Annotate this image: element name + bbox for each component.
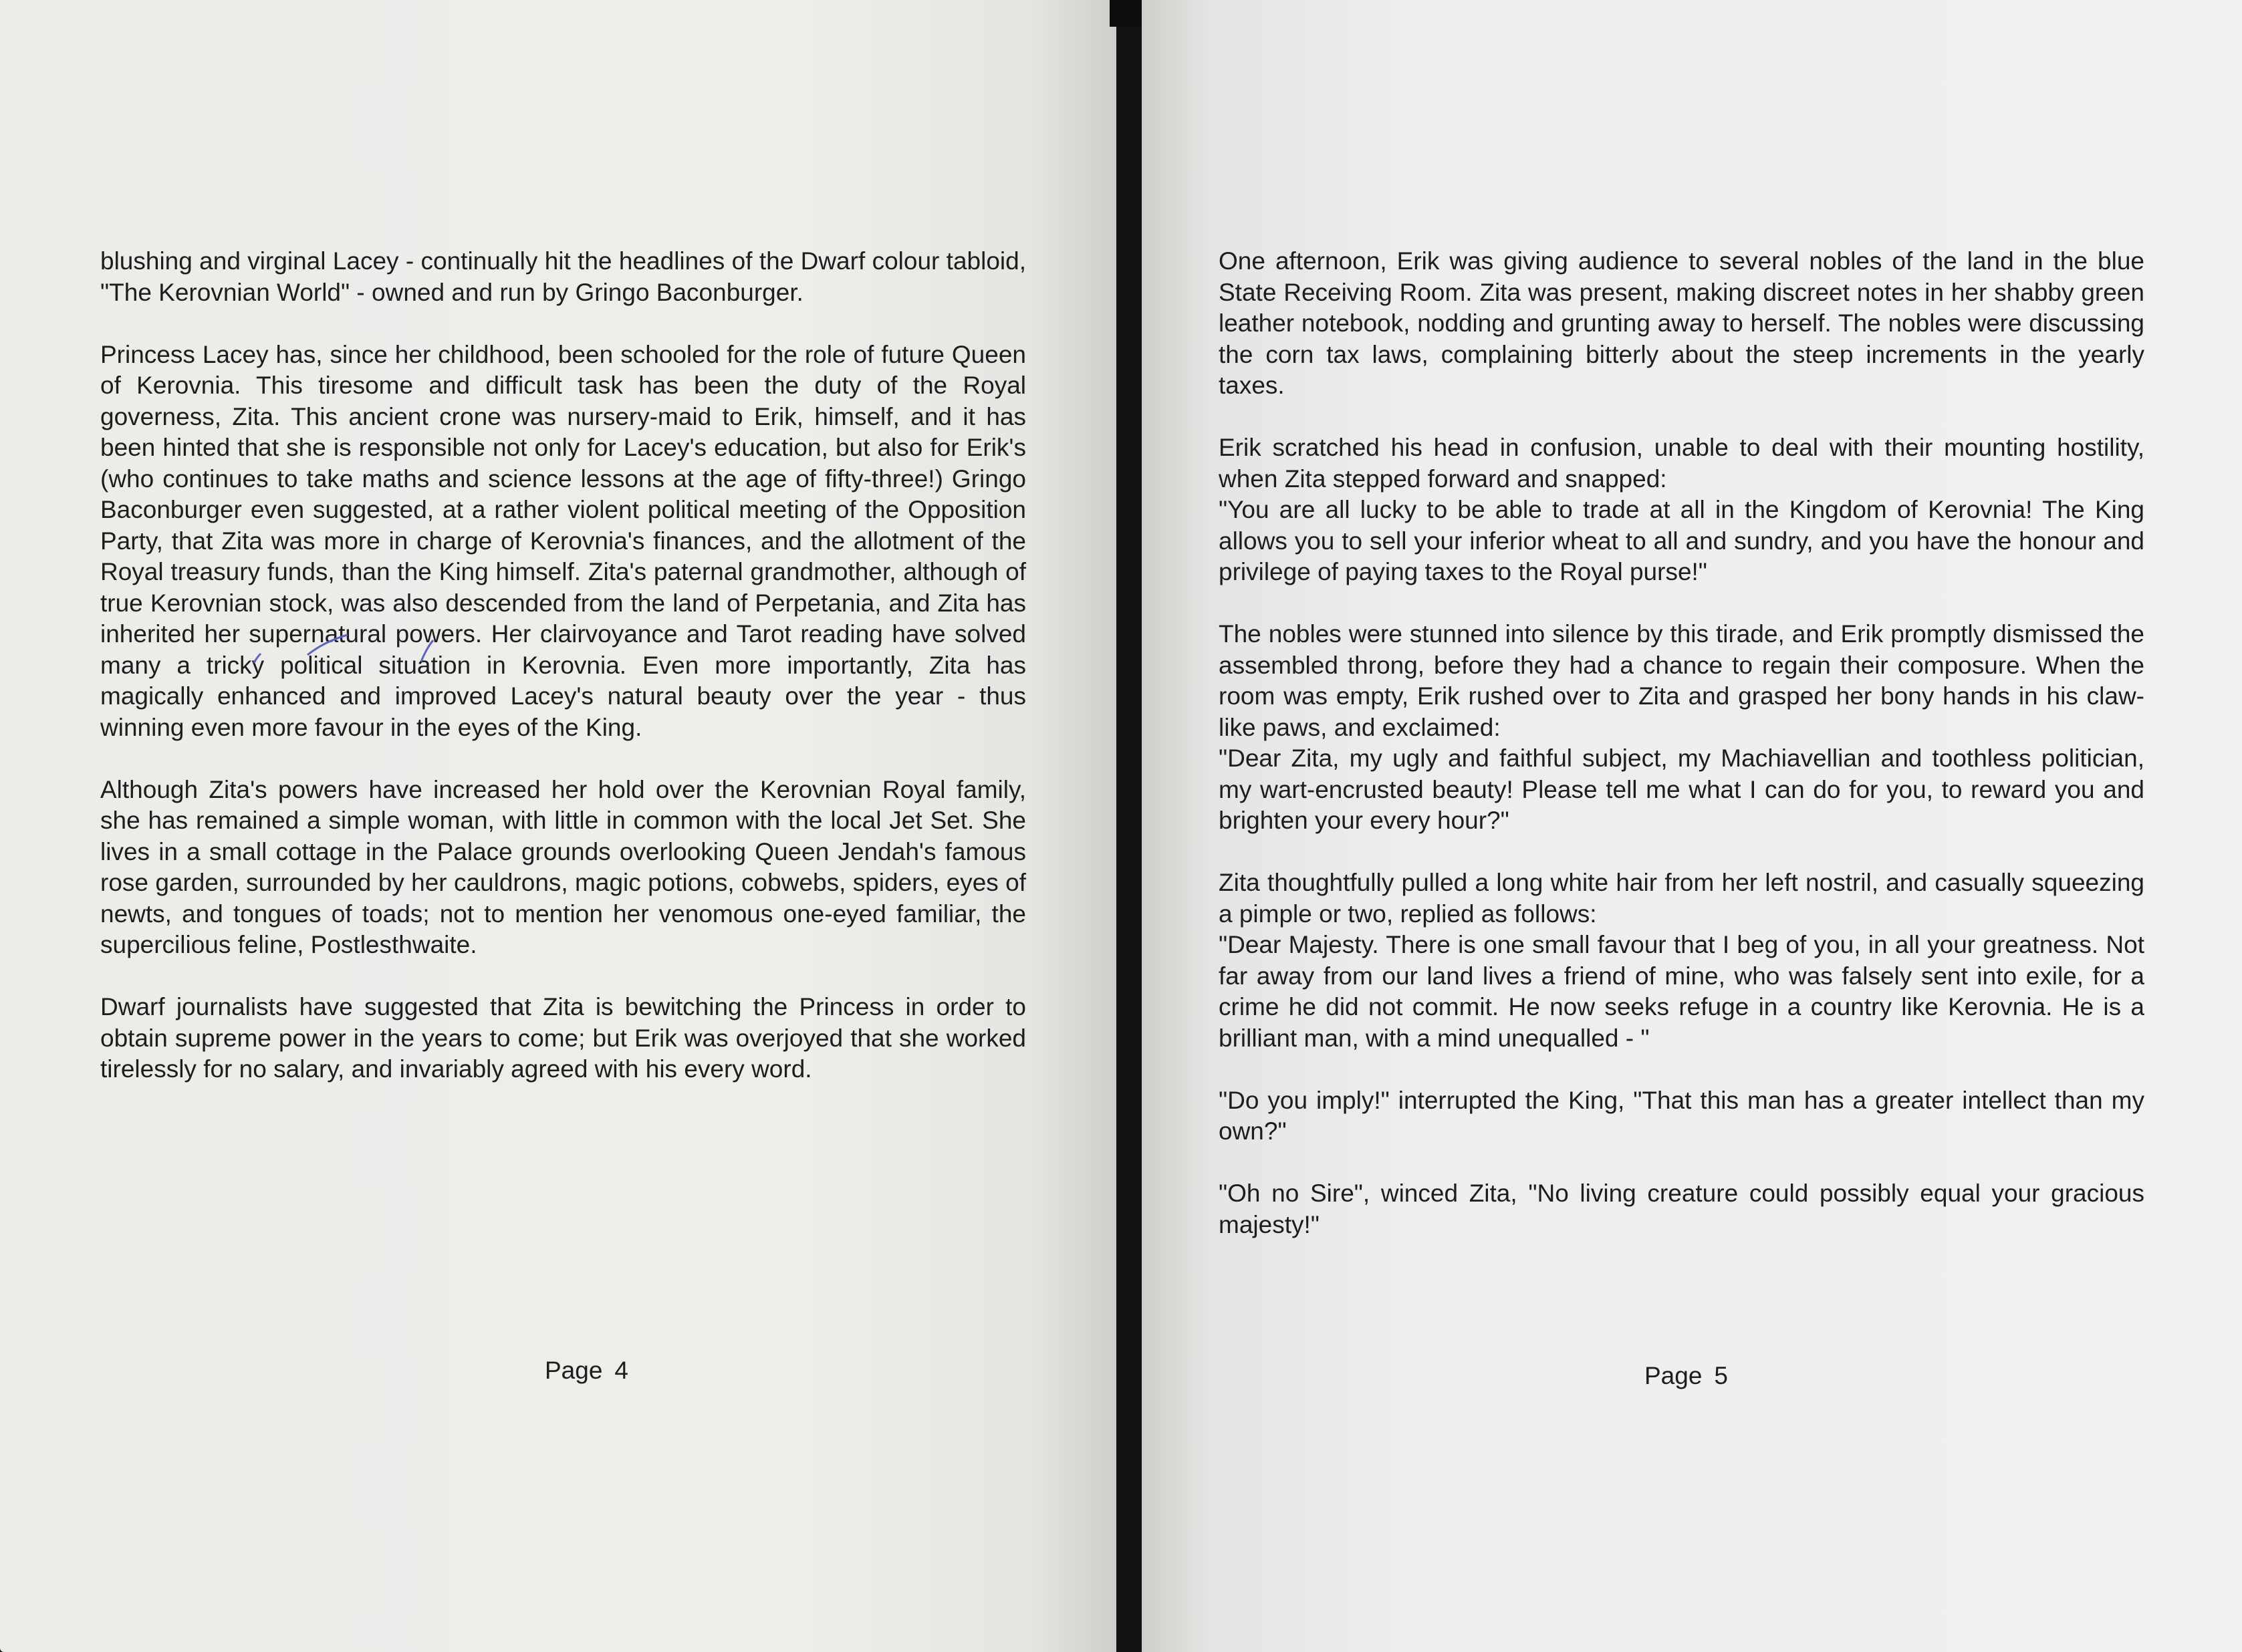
paragraph: Erik scratched his head in confusion, unable to deal with their mounting hostility, when Zita stepped forward and snapped: [1219, 434, 2144, 493]
paragraph: blushing and virginal Lacey - continually hit the headlines of the Dwarf colour tabloid, "The Kerovnian World" - owned and run by Gringo Baconburger. [100, 247, 1026, 306]
right-page [1142, 0, 2242, 1652]
paragraph: "Oh no Sire", winced Zita, "No living creature could possibly equal your gracious majesty!" [1219, 1180, 2144, 1238]
right-page-body [1219, 246, 2144, 1272]
page-number-value: 5 [1714, 1362, 1728, 1389]
paragraph: Princess Lacey has, since her childhood, been schooled for the role of future Queen of Kerovnia. This tiresome and difficult task has been the duty of the Royal governess, Zita. This ancient crone was nursery-maid to Erik, himself, and it has been hinted that she is responsible not only for Lacey's education, but also for Erik's (who continues to take maths and science lessons at the age of fifty-three!) Gringo Baconburger even suggested, at a rather violent political meeting of the Opposition Party, that Zita was more in charge of Kerovnia's finances, and the allotment of the Royal treasury funds, than the King himself. Zita's paternal grandmother, although of true Kerovnian stock, was also descended from the land of Perpetania, and Zita has inherited her supernatural powers. Her clairvoyance and Tarot reading have solved many a tricky political situation in Kerovnia. Even more importantly, Zita has magically enhanced and improved Lacey's natural beauty over the year - thus winning even more favour in the eyes of the King. [100, 340, 1026, 741]
paragraph: Although Zita's powers have increased her hold over the Kerovnian Royal family, she has remained a simple woman, with little in common with the local Jet Set. She lives in a small cottage in the Palace grounds overlooking Queen Jendah's famous rose garden, surrounded by her cauldrons, magic potions, cobwebs, spiders, eyes of newts, and tongues of toads; not to mention her venomous one-eyed familiar, the supercilious feline, Postlesthwaite. [100, 775, 1026, 958]
paragraph: One afternoon, Erik was giving audience to several nobles of the land in the blue State Receiving Room. Zita was present, making discreet notes in her shabby green leather notebook, nodding and grunting away to herself. The nobles were discussing the corn tax laws, complaining bitterly about the steep increments in the yearly taxes. [1219, 247, 2144, 399]
left-page-body [100, 246, 1026, 1116]
paragraph: "Dear Majesty. There is one small favour that I beg of you, in all your greatness. Not far away from our land lives a friend of mine, who was falsely sent into exile, for a crime he did not commit. He now seeks refuge in a country like Kerovnia. He is a brilliant man, with a mind unequalled - " [1219, 931, 2144, 1052]
page-label: Page [545, 1357, 603, 1384]
page-label: Page [1644, 1362, 1703, 1389]
page-number-value: 4 [614, 1357, 628, 1384]
paragraph: "You are all lucky to be able to trade at all in the Kingdom of Kerovnia! The King allows you to sell your inferior wheat to all and sundry, and you have the honour and privilege of paying taxes to the Royal purse!" [1219, 496, 2144, 585]
paragraph: Dwarf journalists have suggested that Zita is bewitching the Princess in order to obtain supreme power in the years to come; but Erik was overjoyed that she worked tirelessly for no salary, and invariably agreed with his every word. [100, 993, 1026, 1083]
paragraph: "Do you imply!" interrupted the King, "That this man has a greater intellect than my own?" [1219, 1086, 2144, 1145]
page-number [1644, 1362, 1728, 1390]
paragraph: The nobles were stunned into silence by this tirade, and Erik promptly dismissed the assembled throng, before they had a chance to regain their composure. When the room was empty, Erik rushed over to Zita and grasped her bony hands in his claw-like paws, and exclaimed: [1219, 620, 2144, 741]
paragraph: Zita thoughtfully pulled a long white hair from her left nostril, and casually squeezing a pimple or two, replied as follows: [1219, 869, 2144, 928]
page-number [545, 1357, 628, 1385]
paragraph: "Dear Zita, my ugly and faithful subject, my Machiavellian and toothless politician, my wart-encrusted beauty! Please tell me what I can do for you, to reward you and brighten your every hour?" [1219, 744, 2144, 834]
left-page [0, 0, 1116, 1652]
